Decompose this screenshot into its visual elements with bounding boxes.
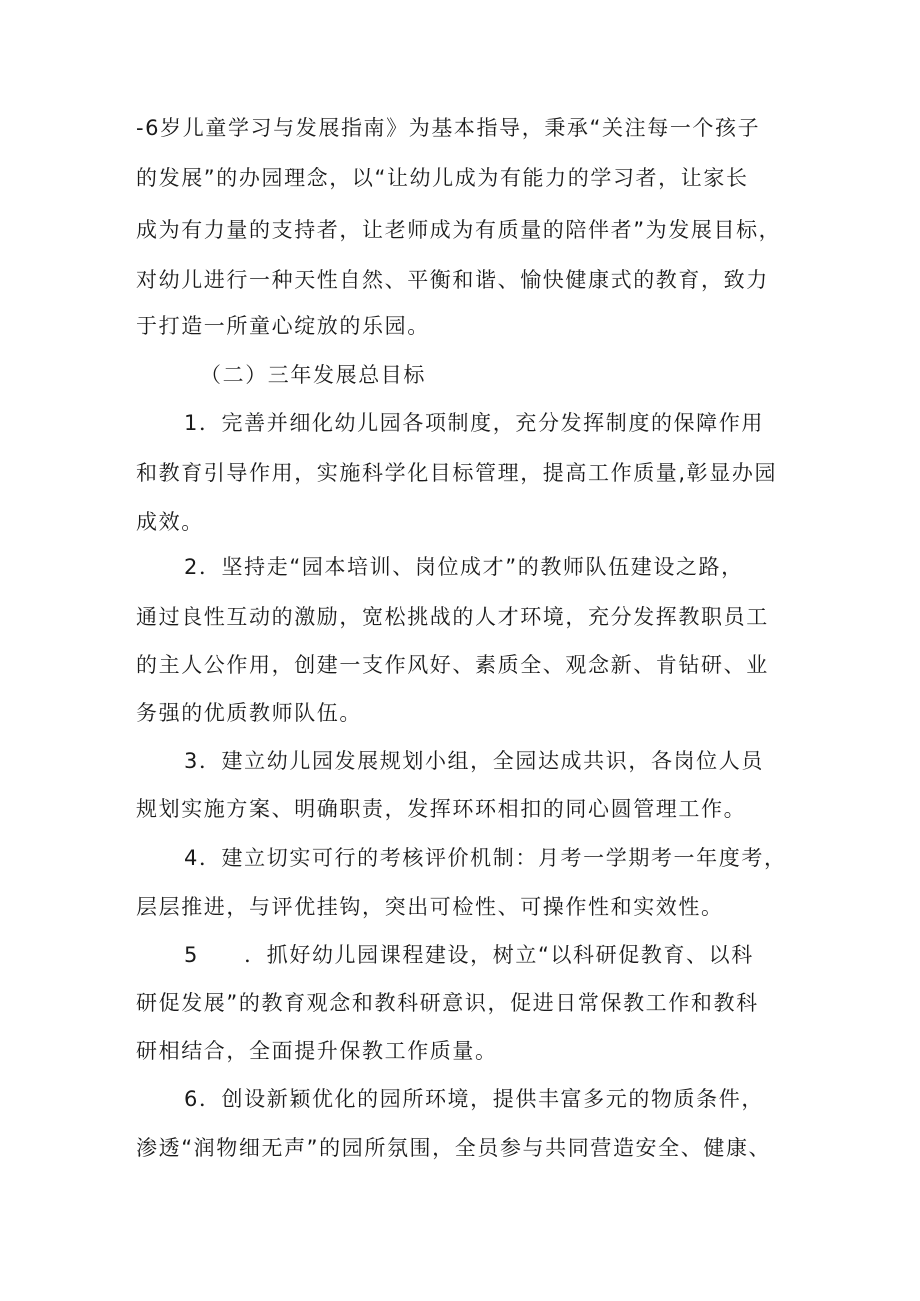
list-item-line: 6．创设新颖优化的园所环境，提供丰富多元的物质条件，	[184, 1087, 764, 1111]
list-item-line: 层层推进，与评优挂钩，突出可检性、可操作性和实效性。	[136, 895, 724, 919]
body-text-line: 成为有力量的支持者，让老师成为有质量的陪伴者”为发展目标，	[136, 218, 782, 242]
list-item-line: 1．完善并细化幼儿园各项制度，充分发挥制度的保障作用	[184, 411, 764, 435]
list-item-line: 3．建立幼儿园发展规划小组，全园达成共识，各岗位人员	[184, 749, 764, 773]
list-item-line: 成效。	[136, 510, 204, 534]
list-item-line: 2．坚持走“园本培训、岗位成才”的教师队伍建设之路，	[184, 555, 744, 579]
list-item-line: 通过良性互动的激励，宽松挑战的人才环境，充分发挥教职员工	[136, 605, 769, 629]
list-item-line: 研相结合，全面提升保教工作质量。	[136, 1039, 498, 1063]
list-item-line: 的主人公作用，创建一支作风好、素质全、观念新、肯钻研、业	[136, 653, 769, 677]
list-item-line: 和教育引导作用，实施科学化目标管理，提高工作质量,彰显办园	[136, 461, 778, 485]
body-text-line: 对幼儿进行一种天性自然、平衡和谐、愉快健康式的教育，致力	[136, 268, 769, 292]
section-heading: （二）三年发展总目标	[200, 363, 426, 387]
list-item-line: 4．建立切实可行的考核评价机制：月考一学期考一年度考，	[184, 846, 787, 870]
list-item-line: 5 ．抓好幼儿园课程建设，树立“以科研促教育、以科	[184, 943, 754, 967]
list-item-line: 务强的优质教师队伍。	[136, 701, 362, 725]
body-text-line: 的发展”的办园理念，以“让幼儿成为有能力的学习者，让家长	[136, 166, 749, 190]
list-item-line: 研促发展”的教育观念和教科研意识，促进日常保教工作和教科	[136, 991, 759, 1015]
list-item-line: 规划实施方案、明确职责，发挥环环相扣的同心圆管理工作。	[136, 797, 747, 821]
body-text-line: -6岁儿童学习与发展指南》为基本指导，秉承“关注每一个孩子	[136, 116, 761, 140]
body-text-line: 于打造一所童心绽放的乐园。	[136, 314, 430, 338]
list-item-line: 渗透“润物细无声”的园所氛围，全员参与共同营造安全、健康、	[136, 1136, 772, 1160]
